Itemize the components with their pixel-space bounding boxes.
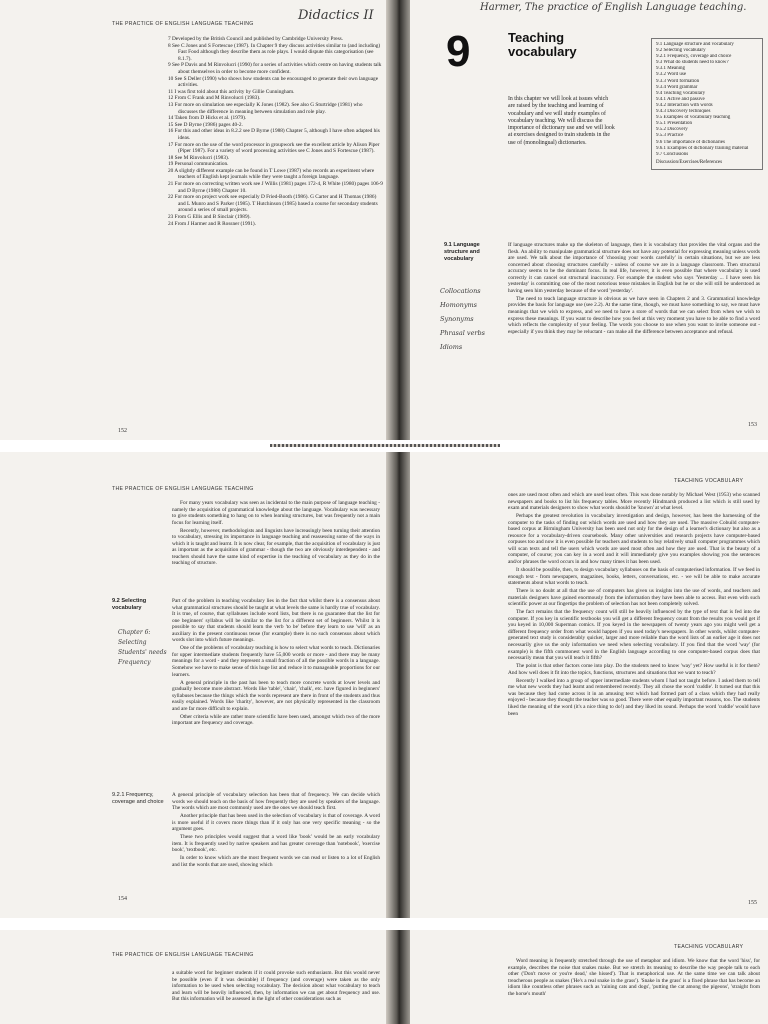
section-body-9-2-1 <box>172 792 380 870</box>
note-item: 19 Personal communication. <box>168 161 229 168</box>
margin-note: Collocations <box>440 287 481 295</box>
chapter-contents-box <box>651 38 763 170</box>
contents-list <box>656 42 758 158</box>
running-head: THE PRACTICE OF ENGLISH LANGUAGE TEACHING <box>112 952 254 958</box>
paragraph: In order to know which are the most frequent words we can read or listen to a lot of English and list the words that are used, showing which <box>172 855 380 868</box>
note-item: 23 From G Ellis and B Sinclair (1989). <box>168 214 251 221</box>
handwritten-margin-notes <box>440 284 502 354</box>
contents-item: 9.2 Selecting vocabulary <box>656 48 706 54</box>
margin-note: Frequency <box>118 659 151 666</box>
note-item: 15 See D Byrne (1986) pages 40-2. <box>168 121 243 128</box>
note-item: 17 For more on the use of the word processor in groupwork see the excellent article by Alison Piper (Piper 1987). For a variety of word processing activities see C Jones and S Fortescue (1987). <box>168 141 380 155</box>
paragraph: For many years vocabulary was seen as incidental to the main purpose of language teaching - namely the acquisition of grammatical knowledge about the language. Vocabulary was necessary to give students something to hang on to when learning structures, but was frequently not a main focus for learning itself. <box>172 500 380 526</box>
note-item: 22 For more on project work see especially D Fried-Booth (1986). G Carter and H Thomas (1986) and L Munro and S Parker (1985). T Hutchinson (1985) based a course for secondary students around a series of small projects. <box>168 194 378 214</box>
contents-item: 9.5.3 Practice <box>656 133 684 139</box>
book-gutter <box>386 452 410 918</box>
note-item: 8 See C Jones and S Fortescue (1987). In Chapter 9 they discuss activities similar to (and including) Fast Food although they describe them as role plays. I would dispute this categorisation (see 8.1.7). <box>168 42 381 62</box>
paragraph: a suitable word for beginner students if it could provoke such enthusiasm. But this would never be possible (even if it was desirable) if frequency (and coverage) were taken as the only information to be used when selecting vocabulary. The decision about what vocabulary to teach and learn will be heavily influenced, then, by information we can get about frequency and use. But this information will be assessed in the light of other considerations such as <box>172 970 380 1003</box>
margin-note: Homonyms <box>440 301 478 309</box>
handwritten-note-course: Didactics II <box>298 8 374 23</box>
contents-item: 9.4 Teaching vocabulary <box>656 90 706 96</box>
paragraph: One of the problems of vocabulary teaching is how to select what words to teach. Dictionaries for upper intermediate students frequently have 55,000 words or more - and there may be many meanings for a word - and they represent a small fraction of all the possible words in a language. Somehow we have to make sense of this huge list and reduce it to manageable proportions for our learners. <box>172 645 380 678</box>
note-item: 9 See P Davis and M Rinvolucri (1990) for a series of activities which centre on having students talk about themselves in order to become more confident. <box>168 62 382 75</box>
contents-item: 9.5.2 Discovery <box>656 127 688 133</box>
paragraph: Recently, however, methodologists and linguists have increasingly been turning their attention to vocabulary, stressing its importance in language teaching and reassessing some of the ways in which it is taught and learnt. It is now clear, for example, that the acquisition of vocabulary is just as important as the acquisition of grammar - though the two are obviously interdependent - and teachers should have the same kind of expertise in the teaching of vocabulary as they do in the teaching of structure. <box>172 527 380 567</box>
handwritten-note-source: Harmer, The practice of English Language teaching. <box>480 2 747 13</box>
intro-body <box>172 500 380 568</box>
margin-note: Students' needs <box>118 649 167 656</box>
page-number: 153 <box>748 422 757 428</box>
note-item: 7 Developed by the British Council and published by Cambridge University Press. <box>168 36 344 42</box>
margin-note: Synonyms <box>440 315 474 323</box>
note-item: 11 I was first told about this activity by Gillie Cunningham. <box>168 88 295 95</box>
section-body-9-2 <box>172 598 380 728</box>
contents-item: 9.6.1 Examples of dictionary training material <box>656 145 749 151</box>
page-154 <box>0 452 384 918</box>
page-body <box>508 958 760 999</box>
scan-divider <box>270 444 500 447</box>
paragraph: If language structures make up the skeleton of language, then it is vocabulary that provides the vital organs and the flesh. An ability to manipulate grammatical structure does not have any potential for expressing meaning unless words are used. We talk about the importance of 'choosing your words carefully' in certain situations, but we are less concerned about choosing structures carefully - unless of course we are in a language classroom. Then structural accuracy seems to be the dominant focus. In real life, however, it is even possible that where vocabulary is used correctly it can cancel out structural inaccuracy. For example the student who says 'Yesterday ... I have seen his yesterday' is committing one of the most notorious tense mistakes in English but he or she will still be understood as having seen him yesterday because of the word 'yesterday'. <box>508 242 760 294</box>
paragraph: The point is that other factors come into play. Do the students need to know 'way' yet? How useful is it for them? And how well does it fit into the topics, functions, structures and situations that we want to teach? <box>508 663 760 676</box>
contents-item: 9.5.1 Presentation <box>656 121 692 127</box>
note-item: 10 See S Deller (1990) who shows how students can be encouraged to generate their own language activities. <box>168 75 379 89</box>
contents-item: 9.3.4 Word grammar <box>656 84 698 90</box>
paragraph: It should be possible, then, to design vocabulary syllabuses on the basis of computerised information. If we feed in enough text - from newspapers, magazines, books, letters, conversations, etc. - we will be able to make accurate statements about what words to teach. <box>508 567 760 587</box>
section-label-9-2: 9.2 Selecting vocabulary <box>112 598 147 611</box>
contents-item: 9.1 Language structure and vocabulary <box>656 42 734 47</box>
chapter-title: Teaching vocabulary <box>508 30 577 59</box>
paragraph: Perhaps the greatest revolution in vocabulary investigation and design, however, has been the harnessing of the computer to the tasks of finding out which words are used and how they are used. The massive Cobuild computer-based corpus at Birmingham University has been used not only for the design of a learner's dictionary but also as a resource for a vocabulary-driven coursebook. Many other universities and research projects have computer-based corpuses too and now it is even possible for teachers and students to buy relatively small computer programmes which will scan texts and tell the users which words are used most often and how they are used. That is the beauty of a computer, of course; you can key in a word and it will immediately give you examples showing you the sentences and/or phrases the word occurs in and how many times it has been used. <box>508 513 760 565</box>
running-head: TEACHING VOCABULARY <box>674 944 744 950</box>
page-number: 154 <box>118 896 127 902</box>
contents-item: 9.5 Examples of vocabulary teaching <box>656 115 731 121</box>
margin-note: Chapter 6: Selecting <box>118 629 151 646</box>
spread-152-153 <box>0 0 768 440</box>
handwritten-margin-notes <box>118 628 170 668</box>
page-153 <box>0 0 768 440</box>
page-156 <box>0 930 384 1024</box>
chapter-intro <box>508 96 616 149</box>
paragraph: Part of the problem in teaching vocabulary lies in the fact that whilst there is a consensus about what grammatical structures should be taught at what levels the same is hardly true of vocabulary. It is true, of course, that syllabuses include word lists, but there is no guarantee that the list for one beginners' syllabus will be similar to the list for a different set of beginners. Whilst it is possible to say that students should learn the verb 'to be' before they learn to use 'will' as an auxiliary in the present continuous tense (for example) there is no such consensus about which words slot into which future meanings. <box>172 598 380 644</box>
contents-tail: Discussion/Exercises/References <box>656 159 723 165</box>
paragraph: These two principles would suggest that a word like 'book' would be an early vocabulary item. It is frequently used by native speakers and has greater coverage than 'notebook', 'exercise book', 'textbook', etc. <box>172 834 380 854</box>
note-item: 21 For more on correcting written work see J Willis (1981) pages 172-4, R White (1980) pages 106-9 and D Byrne (1988) Chapter 10. <box>168 181 383 194</box>
page-body <box>508 492 760 719</box>
note-item: 20 A slightly different example can be found in T Lowe (1987) who records an experiment where teachers of English kept journals while they were taught a foreign language. <box>168 167 375 181</box>
spread-154-155 <box>0 452 768 918</box>
paragraph: A general principle in the past has been to teach more concrete words at lower levels and gradually become more abstract. Words like 'table', 'chair', 'chalk', etc. have figured in beginners' syllabuses because the things which the words represent are there in front of the students and thus easily explained. Words like 'charity', however, are not physically represented in the classroom and are far more difficult to explain. <box>172 679 380 712</box>
paragraph: Other criteria while are rather more scientific have been used, amongst which two of the more important are frequency and coverage. <box>172 713 380 727</box>
chapter-number: 9 <box>446 27 471 76</box>
contents-item: 9.6 The importance of dictionaries <box>656 139 725 145</box>
paragraph: Word meaning is frequently stretched through the use of metaphor and idiom. We know that the word 'hiss', for example, describes the noise that snakes make. But we stretch its meaning to describe the way people talk to each other ('Don't move or you're dead,' she hissed'). That is metaphorical use. At the same time we can talk about treacherous people as snakes ('He's a real snake in the grass'). 'Snake in the grass' is a fixed phrase that has become an idiom like countless other phrases such as 'raining cats and dogs', 'putting the cat among the pigeons', 'straight from the horse's mouth' <box>508 958 760 997</box>
note-item: 12 From C Frank and M Rinvolucri (1983). <box>168 95 261 102</box>
note-item: 24 From J Harmer and R Rossner (1991). <box>168 220 256 227</box>
running-head: TEACHING VOCABULARY <box>674 478 744 484</box>
contents-item: 9.4.3 Discovery techniques <box>656 109 711 115</box>
paragraph: The fact remains that the frequency count will still be heavily influenced by the type of text that is fed into the computer. If you key in scientific textbooks you will get a different frequency count from the results you would get if you keyed in 10,000 Superman comics. If you keyed in the newspapers of twenty years ago you might well get a different frequency order from what would happen if you used today's newspapers. In other words, whilst computer-generated text study is considerably quicker, larger and more reliable than the word lists of an earlier age it does not necessarily give us the only information we need when selecting vocabulary. If you find that the word 'way' (for example) is the fifth commonest word in the English language according to one computer-based corpus does that necessarily mean that you will teach it fifth? <box>508 609 760 662</box>
paragraph: Another principle that has been used in the selection of vocabulary is that of coverage. A word is more useful if it covers more things than if it only has one very specific meaning - so the argument goes. <box>172 813 380 833</box>
contents-item: 9.4.2 Interaction with words <box>656 102 713 108</box>
contents-item: 9.3.3 Word formation <box>656 78 700 84</box>
running-head: THE PRACTICE OF ENGLISH LANGUAGE TEACHING <box>112 21 254 27</box>
paragraph: There is no doubt at all that the use of computers has given us insights into the use of words, and teachers and materials designers have gained enormously from the information they have been able to access. But even with such scientific power at our fingertips the problem of selection has not been completely solved. <box>508 588 760 608</box>
paragraph: ones are used most often and which are used least often. This was done notably by Michael West (1953) who scanned newspapers and books to list his frequency tables. More recently Hindmarsh produced a list which is still used by exam and materials designers to show what words should be 'known' at what level. <box>508 492 760 512</box>
note-item: 14 Taken from D Hicks et al. (1979). <box>168 115 247 122</box>
contents-item: 9.3.2 Word use <box>656 72 687 78</box>
section-label-9-2-1: 9.2.1 Frequency, coverage and choice <box>112 792 164 805</box>
section-label-9-1: 9.1 Language structure and vocabulary <box>444 242 480 262</box>
page-number: 152 <box>118 428 127 434</box>
page-157 <box>412 930 768 1024</box>
contents-item: 9.3 What do students need to know? <box>656 60 729 66</box>
contents-item: 9.2.1 Frequency, coverage and choice <box>656 54 732 60</box>
margin-note: Idioms <box>440 343 463 351</box>
running-head: THE PRACTICE OF ENGLISH LANGUAGE TEACHING <box>112 486 254 492</box>
paragraph: The need to teach language structure is obvious as we have seen in Chapters 2 and 3. Grammatical knowledge provides the basis for language use (see 2.2). At the same time, though, we must have something to say, we must have meanings that we wish to express, and we need to have a store of words that we can select from when we wish to express these meanings. If you want to describe how you feel at this very moment you have to be able to find a word which reflects the complexity of your feeling. The words you choose to use when you want to invite someone out - especially if you think they may be reluctant - can make all the difference between acceptance and refusal. <box>508 295 760 335</box>
paragraph: Recently I walked into a group of upper intermediate students whom I had not taught before. I asked them to tell me what new words they had learnt and remembered recently. They all chose the word 'cuddle'. It turned out that this was because they had come across it in an amusing text which had formed part of a class which they had really enjoyed - because they thought the teacher was so good. There were other equally important reasons, too. The students liked the meaning of the word (it's a nice thing to do!) and they liked its sound. Perhaps the word 'cuddle' would have been <box>508 677 760 717</box>
contents-item: 9.4.1 Active and passive <box>656 96 705 102</box>
section-body-9-1 <box>508 242 760 337</box>
page-number: 155 <box>748 900 757 906</box>
note-item: 16 For this and other ideas in 8.2.2 see D Byrne (1988) Chapter 5, although I have often adapted his ideas. <box>168 128 380 141</box>
contents-item: 9.3.1 Meaning <box>656 66 686 72</box>
contents-item: 9.7 Conclusions <box>656 151 689 157</box>
note-item: 13 For more on simulation see especially K Jones (1982). See also G Sturtridge (1981) who discusses the difference in meaning between simulation and role play. <box>168 101 363 115</box>
book-gutter <box>386 930 410 1024</box>
chapter-intro-text: In this chapter we will look at issues which are raised by the teaching and learning of vocabulary and we will study examples of vocabulary teaching. We will discuss the importance of dictionary use and we will look at exercises designed to train students in the use of (monolingual) dictionaries. <box>508 96 615 146</box>
spread-156-157 <box>0 930 768 1024</box>
margin-note: Phrasal verbs <box>440 329 486 337</box>
paragraph: A general principle of vocabulary selection has been that of frequency. We can decide which words we should teach on the basis of how frequently they are used by speakers of the language. The words which are most commonly used are the ones we should teach first. <box>172 792 380 812</box>
page-155 <box>412 452 768 918</box>
note-item: 18 See M Rinvolucri (1983). <box>168 154 230 161</box>
page-body <box>172 970 380 1004</box>
